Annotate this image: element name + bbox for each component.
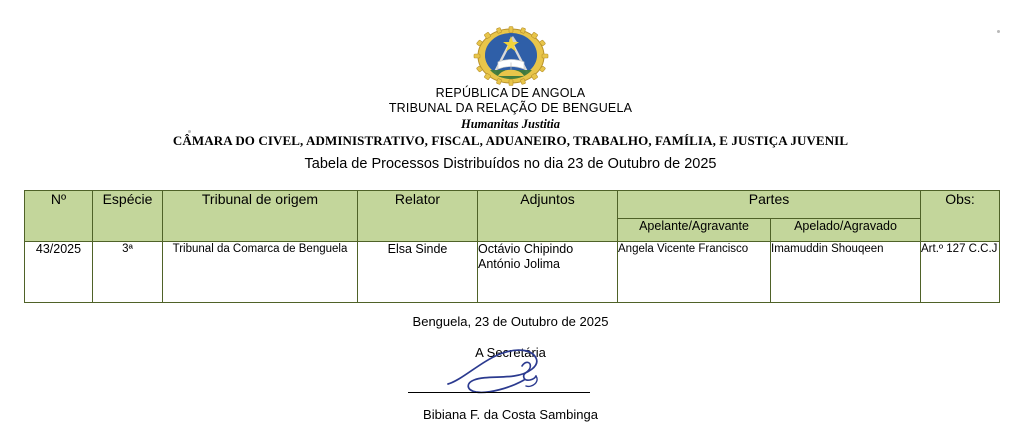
cell-adjuntos xyxy=(478,242,618,303)
col-header-adjuntos: Adjuntos xyxy=(478,191,618,242)
col-header-especie: Espécie xyxy=(93,191,163,242)
emblem-container xyxy=(0,26,1021,86)
cell-apelante: Angela Vicente Francisco xyxy=(618,242,771,303)
cell-obs: Art.º 127 C.C.J xyxy=(921,242,1000,303)
col-header-apelado: Apelado/Agravado xyxy=(771,219,921,242)
header-chamber: CÂMARA DO CIVEL, ADMINISTRATIVO, FISCAL, ADUANEIRO, TRABALHO, FAMÍLIA, E JUSTIÇA JUVENIL xyxy=(172,133,849,148)
table-row xyxy=(25,242,1000,303)
header-country: REPÚBLICA DE ANGOLA xyxy=(435,86,586,100)
col-header-numero: Nº xyxy=(25,191,93,242)
col-header-partes: Partes xyxy=(618,191,921,219)
page-title: Tabela de Processos Distribuídos no dia 23 de Outubro de 2025 xyxy=(304,156,717,172)
document-header xyxy=(0,86,1021,175)
col-header-apelante: Apelante/Agravante xyxy=(618,219,771,242)
cell-numero: 43/2025 xyxy=(25,242,93,303)
process-table-container xyxy=(24,190,999,303)
cell-especie: 3ª xyxy=(93,242,163,303)
coat-of-arms-angola-icon xyxy=(468,26,554,86)
process-table xyxy=(24,190,1000,303)
header-motto: Humanitas Justitia xyxy=(461,117,560,131)
table-header-row-1 xyxy=(25,191,1000,219)
cell-apelado: Imamuddin Shouqeen xyxy=(771,242,921,303)
col-header-obs: Obs: xyxy=(921,191,1000,242)
col-header-relator: Relator xyxy=(358,191,478,242)
adjunto-2: António Jolima xyxy=(478,257,560,271)
col-header-tribunal: Tribunal de origem xyxy=(163,191,358,242)
footer-place-date: Benguela, 23 de Outubro de 2025 xyxy=(412,314,609,329)
cell-tribunal: Tribunal da Comarca de Benguela xyxy=(163,242,358,303)
footer-role: A Secretária xyxy=(475,345,546,360)
cell-relator: Elsa Sinde xyxy=(358,242,478,303)
header-court: TRIBUNAL DA RELAÇÃO DE BENGUELA xyxy=(388,101,633,115)
adjunto-1: Octávio Chipindo xyxy=(478,242,574,256)
footer-signer-name: Bibiana F. da Costa Sambinga xyxy=(423,407,598,422)
signature-line xyxy=(408,392,590,393)
